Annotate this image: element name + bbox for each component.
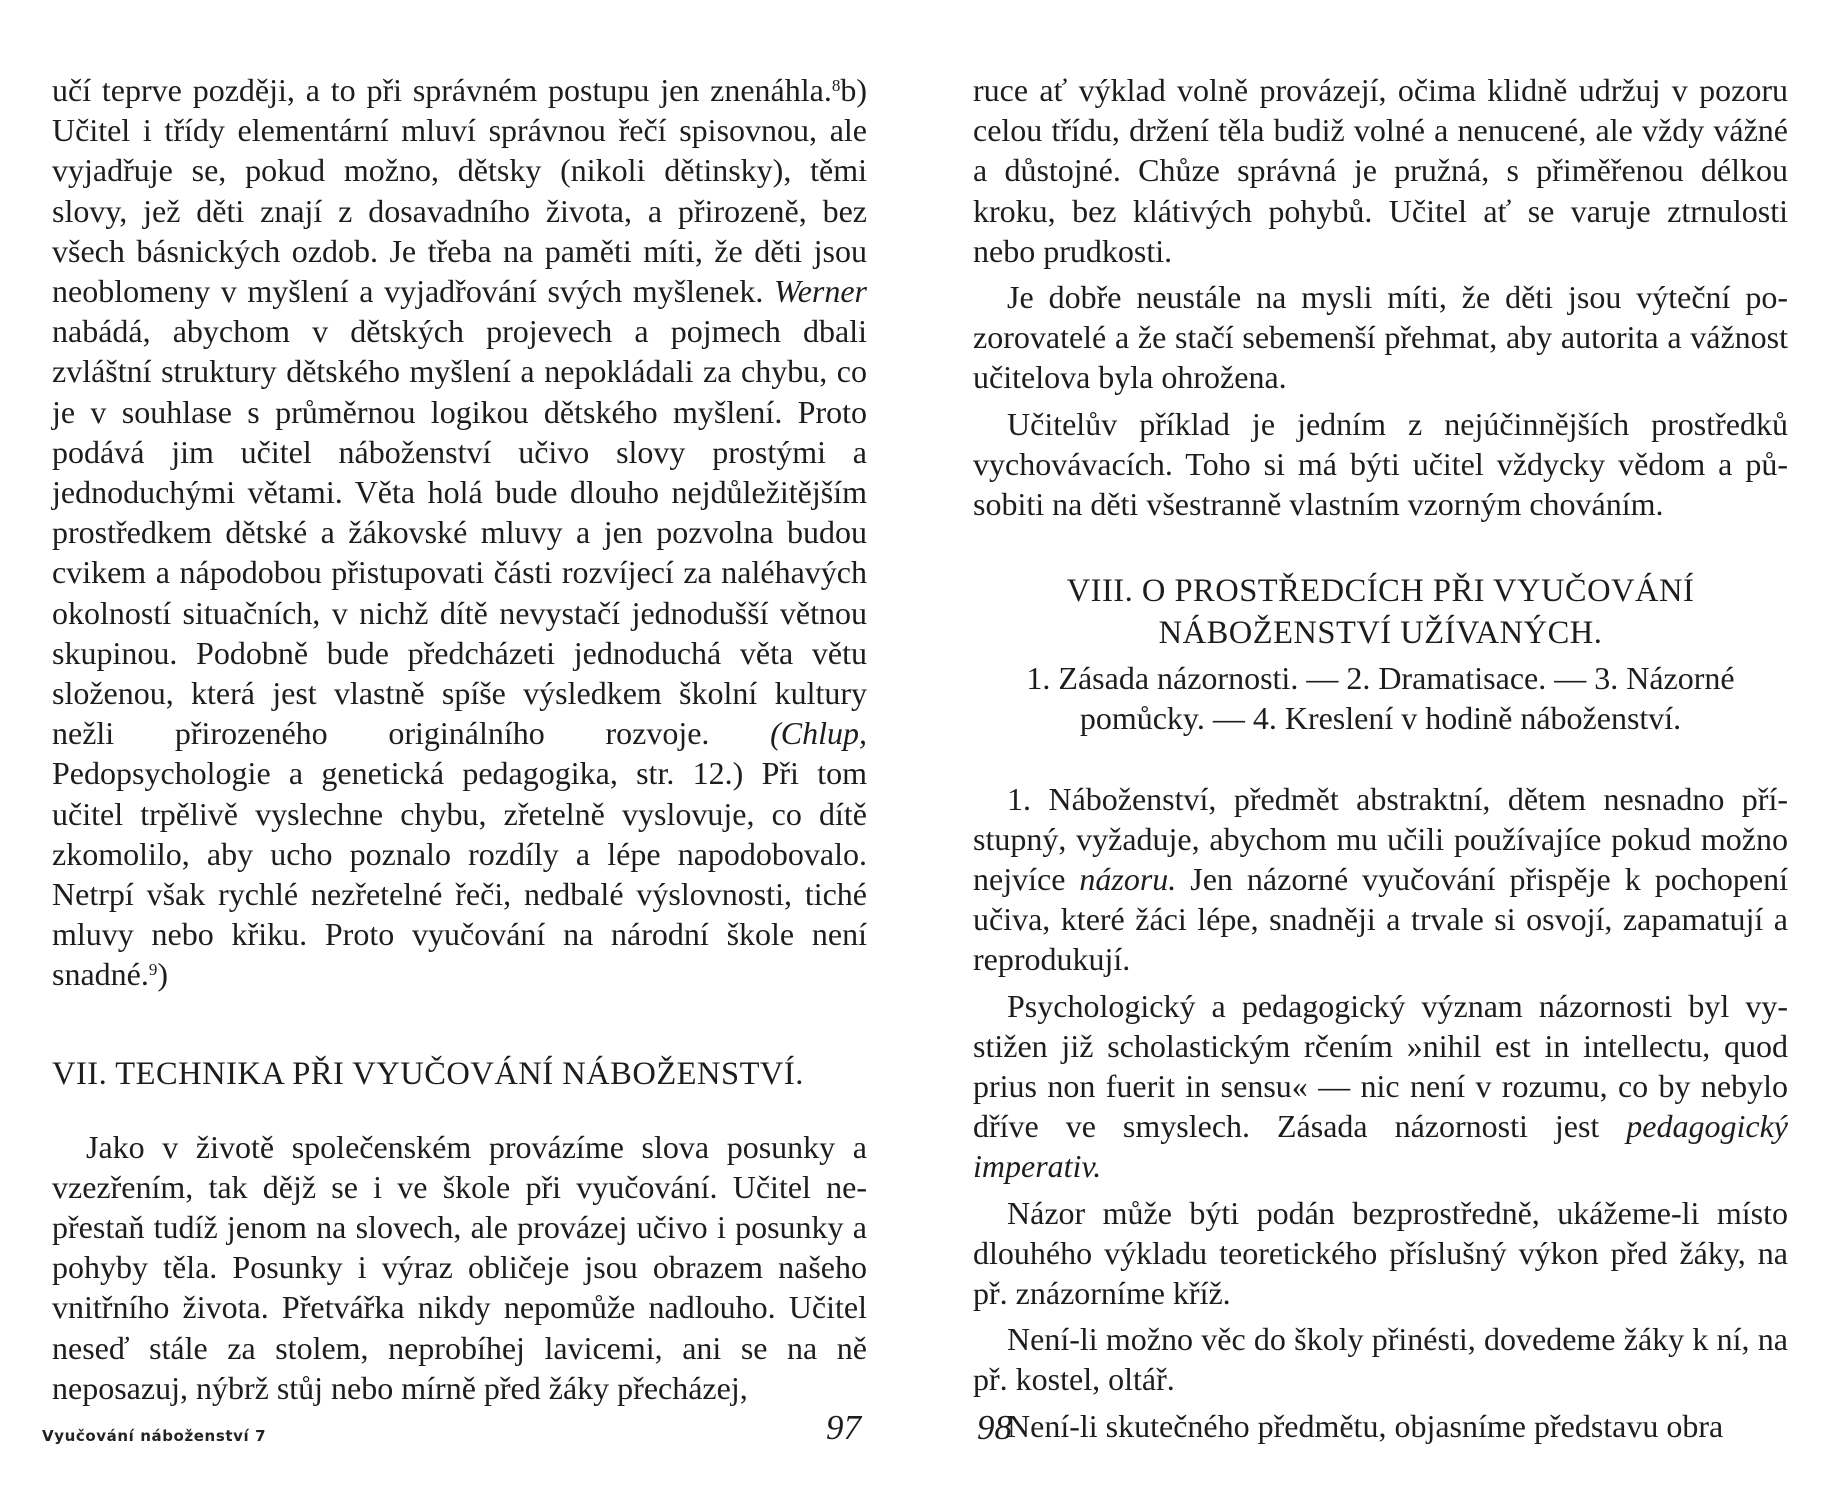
right-paragraph-2: Je dobře neustále na mysli míti, že děti jsou výteční pozorovatelé a že stačí sebemenší přehmat, aby autorita a vážnost učitelova byla ohrožena. <box>973 279 1788 396</box>
chapter-summary <box>973 658 1788 738</box>
text-span: ) <box>157 956 169 993</box>
footnote-ref: 8 <box>831 76 841 95</box>
right-paragraph-7: Není-li možno věc do školy přinésti, dovedeme žáky k ní, na př. kostel, oltář. <box>973 1321 1788 1398</box>
page-number: 97 <box>826 1408 861 1447</box>
summary-line-1: 1. Zásada názornosti. — 2. Dramatisace. — 3. Názorné <box>1026 660 1735 697</box>
right-page-body <box>973 70 1788 1446</box>
text-span: učí teprve později, a to při správném postupu jen znenáhla. <box>52 72 832 108</box>
text-span: Psychologický a pedagogický význam názornosti byl vystižen již scholastickým rčením »nihil est in intellectu, quod prius non fuerit in sensu« — nic není v rozumu, co by nebylo dříve ve smyslech. Zásada názornosti jest <box>973 987 1788 1145</box>
citation-bracket: ( <box>770 715 781 752</box>
left-paragraph-2: Jako v životě společenském provázíme slova posunky a vzezřením, tak dějž se i ve škole při vyučování. Učitel nepřestaň tudíž jenom na slovech, ale provázej učivo i posunky a pohyby těla. Posunky i výraz obličeje jsou obrazem našeho vnitřního života. Přetvářka nikdy nepomůže nadlouho. Učitel neseď stále za stolem, neprobíhej lavicemi, ani se na ně neposazuj, nýbrž stůj nebo mírně před žáky přecházej, <box>52 1128 867 1406</box>
emphasis: pedagogický imperativ. <box>973 1108 1788 1185</box>
right-paragraph-6: Názor může býti podán bezprostředně, ukážeme-li místo dlouhého výkladu teoretického příslušný výkon před žáky, na př. znázorníme kříž. <box>973 1194 1788 1312</box>
text-span: b) Učitel i třídy elementární mluví správnou řečí spisovnou, ale vyjadřuje se, pokud možno, dětsky (nikoli dětinsky), těmi slovy, jež děti znají z dosavadního života, a přirozeně, bez všech básnických ozdob. Je třeba na paměti míti, že děti jsou neoblomeny v myšlení a vyjadřování svých myšlenek. <box>52 72 867 310</box>
chapter-heading-viii <box>973 570 1788 654</box>
text-span: 1. Náboženství, předmět abstraktní, dětem nesnadno přístupný, vyžaduje, abychom mu učili používajíce pokud možno nejvíce <box>973 780 1788 898</box>
printer-signature: Vyučování náboženství 7 <box>42 1427 267 1445</box>
right-paragraph-4 <box>973 779 1788 980</box>
right-paragraph-8: Není-li skutečného předmětu, objasníme představu obra <box>1007 1407 1724 1444</box>
text-span: nabádá, abychom v dětských projevech a pojmech dbali zvláštní struktury dětského myšlení a nepokládali za chybu, co je v souhlase s průměrnou logikou dětského myšlení. Proto podává jim učitel náboženství učivo slovy prostými a jednoduchými větami. Věta holá bude dlouho nejdůležitějším prostředkem dětské a žákovské mluvy a jen pozvolna budou cvikem a nápodobou přistupovati části rozvíjecí za naléhavých okolností situačních, v nichž dítě nevystačí jednodušší větnou skupinou. Podobně bude předcházeti jednoduchá věta větu složenou, která jest vlastně spíše výsledkem školní kultury nežli přirozeného originálního rozvoje. <box>52 313 867 752</box>
right-paragraph-3: Učitelův příklad je jedním z nejúčinnějších prostředků vychovávacích. Toho si má býti učitel vždycky vědom a působiti na děti všestranně vlastním vzorným chováním. <box>973 405 1788 523</box>
chapter-heading-vii: VII. TECHNIKA PŘI VYUČOVÁNÍ NÁBOŽENSTVÍ. <box>52 1055 804 1092</box>
right-paragraph-5 <box>973 986 1788 1187</box>
left-page-body <box>52 70 867 1408</box>
right-page <box>915 0 1830 1500</box>
summary-line-2: pomůcky. — 4. Kreslení v hodině náboženství. <box>1079 700 1682 737</box>
emphasis: názoru. <box>1079 861 1177 898</box>
text-span: Pedopsychologie a genetická pedagogika, str. 12.) Při tom učitel trpělivě vyslechne chybu, zřetelně vyslovuje, co dítě zkomolilo, aby ucho poznalo rozdíly a lépe napodobovalo. Netrpí však rychlé nezřetelné řeči, nedbalé výslovnosti, tiché mluvy nebo křiku. Proto vyučování na národní škole není snadné. <box>52 755 867 993</box>
left-paragraph-1 <box>52 70 867 995</box>
text-span: Jen názorné vyučování přispěje k pochopení učiva, které žáci lépe, snadněji a trvale si osvojí, zapamatují a reprodukují. <box>973 861 1788 978</box>
right-paragraph-1: ruce ať výklad volně provázejí, očima klidně udržuj v pozoru celou třídu, držení těla budiž volné a nenucené, ale vždy vážné a důstojné. Chůze správná je pružná, s přiměřenou délkou kroku, bez klátivých pohybů. Učitel ať se varuje ztrnulosti nebo prudkosti. <box>973 72 1788 269</box>
author-name: Werner <box>773 273 867 310</box>
page-number: 98 <box>977 1408 1012 1447</box>
heading-line-1: VIII. O PROSTŘEDCÍCH PŘI VYUČOVÁNÍ <box>1066 573 1695 610</box>
heading-line-2: NÁBOŽENSTVÍ UŽÍVANÝCH. <box>1158 615 1603 652</box>
author-name: Chlup, <box>780 715 867 752</box>
footnote-ref: 9 <box>148 960 158 980</box>
